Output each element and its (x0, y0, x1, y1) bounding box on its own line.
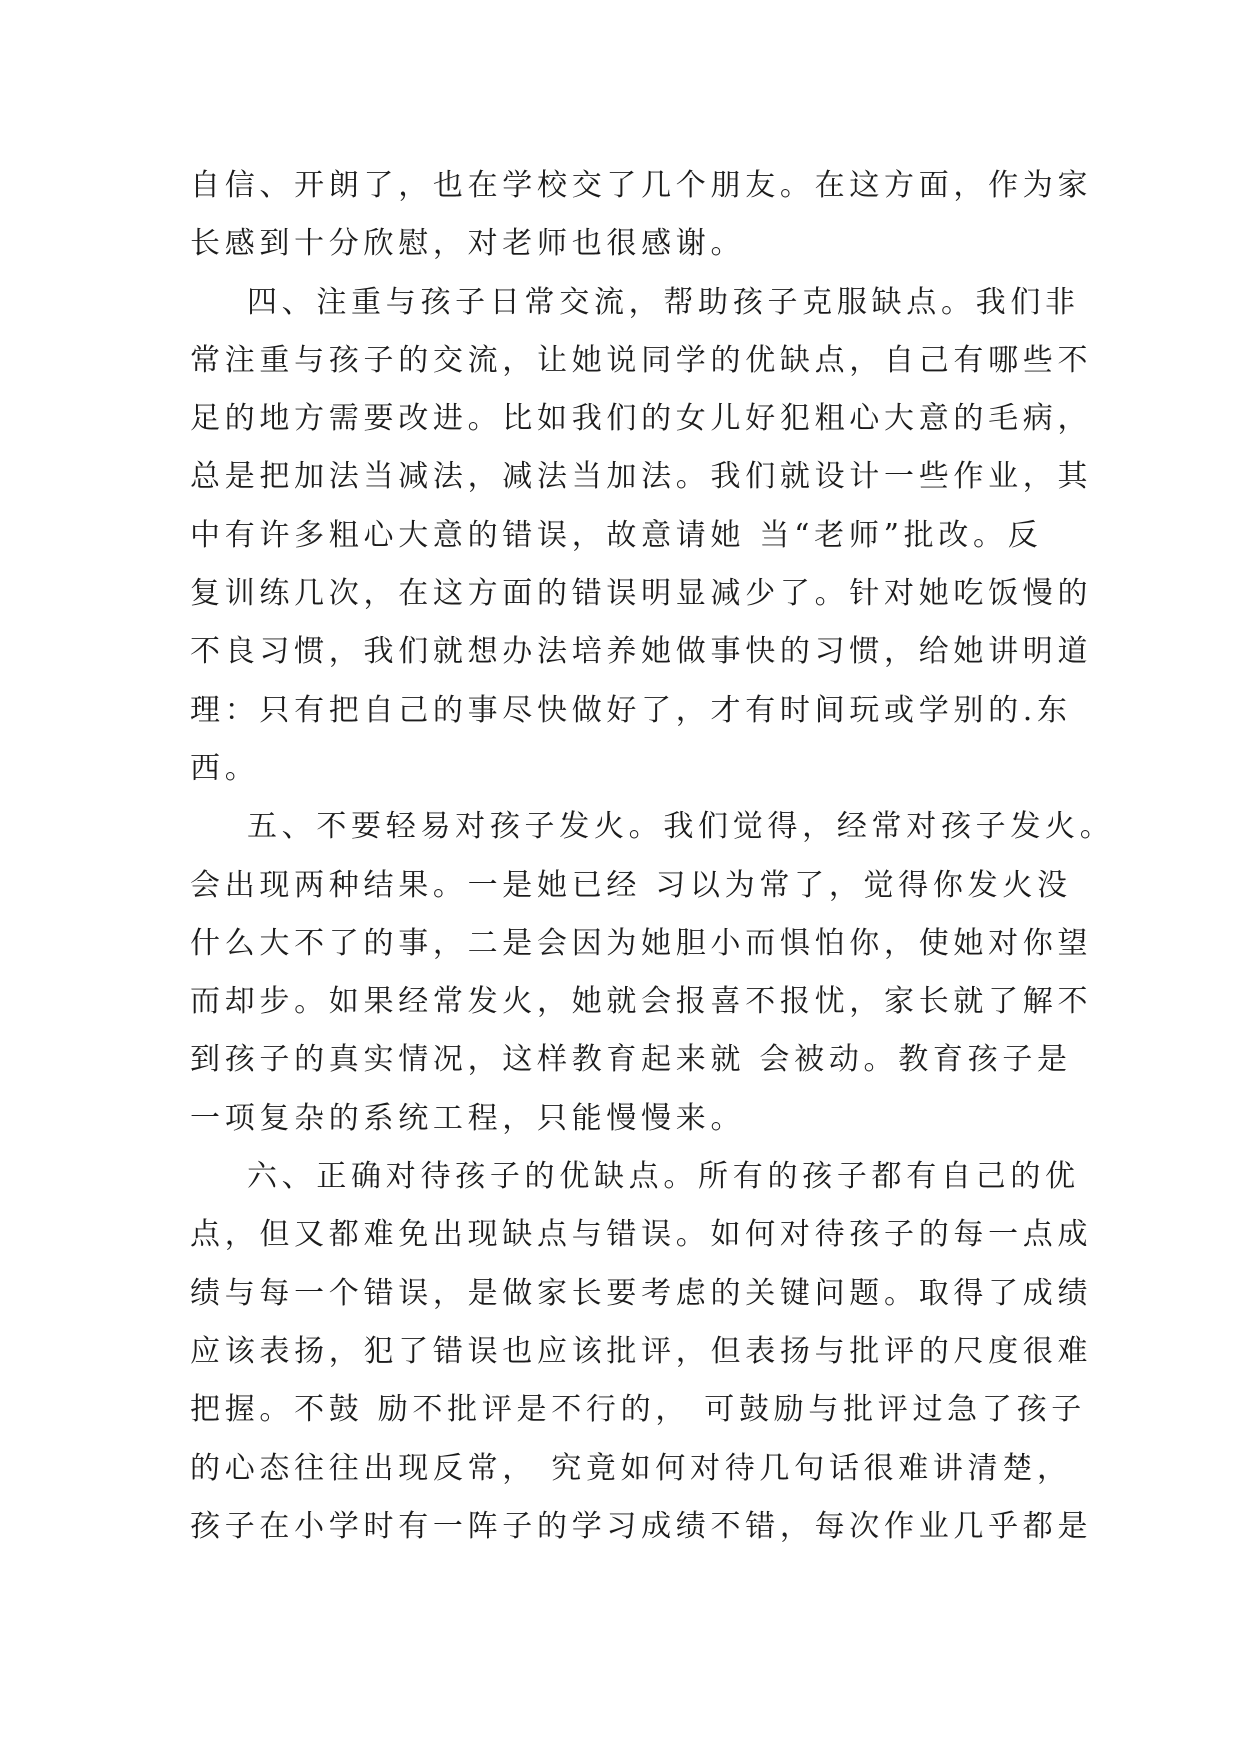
text-line: 长感到十分欣慰，对老师也很感谢。 (190, 226, 746, 262)
body-text (190, 157, 1115, 1556)
text-line: 绩与每一个错误，是做家长要考虑的关键问题。取得了成绩 (190, 1275, 1093, 1311)
text-line: 会出现两种结果。一是她已经 习以为常了，觉得你发火没 (190, 867, 1072, 903)
text-line: 点，但又都难免出现缺点与错误。如何对待孩子的每一点成 (190, 1217, 1093, 1253)
text-line: 常注重与孩子的交流，让她说同学的优缺点，自己有哪些不 (190, 342, 1093, 378)
text-line: 西。 (190, 750, 260, 786)
text-line: 理：只有把自己的事尽快做好了，才有时间玩或学别的.东 (190, 692, 1072, 728)
text-line: 总是把加法当减法，减法当加法。我们就设计一些作业，其 (190, 459, 1093, 495)
text-line: 把握。不鼓 励不批评是不行的， 可鼓励与批评过急了孩子 (190, 1392, 1086, 1428)
text-line: 不良习惯，我们就想办法培养她做事快的习惯，给她讲明道 (190, 634, 1093, 670)
text-line: 而却步。如果经常发火，她就会报喜不报忧，家长就了解不 (190, 984, 1093, 1020)
text-line: 孩子在小学时有一阵子的学习成绩不错，每次作业几乎都是 (190, 1508, 1093, 1544)
paragraph-4-heading-line: 四、注重与孩子日常交流，帮助孩子克服缺点。我们非 (190, 284, 1080, 320)
text-line: 足的地方需要改进。比如我们的女儿好犯粗心大意的毛病， (190, 401, 1093, 437)
text-line: 到孩子的真实情况，这样教育起来就 会被动。教育孩子是 (190, 1042, 1072, 1078)
text-line: 自信、开朗了，也在学校交了几个朋友。在这方面，作为家 (190, 168, 1093, 203)
text-line: 什么大不了的事，二是会因为她胆小而惧怕你，使她对你望 (190, 925, 1093, 961)
text-line: 一项复杂的系统工程，只能慢慢来。 (190, 1100, 746, 1136)
text-line: 复训练几次，在这方面的错误明显减少了。针对她吃饭慢的 (190, 576, 1093, 612)
text-line: 的心态往往出现反常， 究竟如何对待几句话很难讲清楚， (190, 1450, 1072, 1486)
text-line: 中有许多粗心大意的错误，故意请她 当“老师”批改。反 (190, 517, 1043, 553)
paragraph-6-heading-line: 六、正确对待孩子的优缺点。所有的孩子都有自己的优 (190, 1159, 1080, 1195)
text-line: 应该表扬，犯了错误也应该批评，但表扬与批评的尺度很难 (190, 1333, 1093, 1369)
paragraph-5-heading-line: 五、不要轻易对孩子发火。我们觉得，经常对孩子发火。 (190, 809, 1115, 845)
